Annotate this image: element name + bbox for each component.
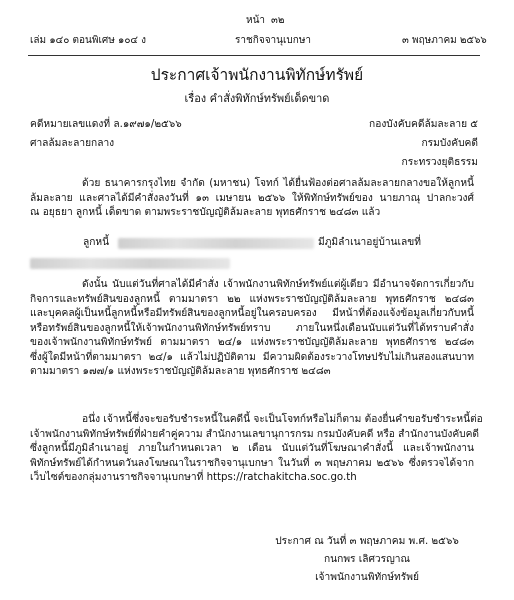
- signatory-name: กนกพร เลิศวรญาณ: [324, 554, 410, 565]
- paragraph-2-line: และบุคคลผู้เป็นหนี้ลูกหนี้หรือมีทรัพย์สินของลูกหนี้อยู่ในครอบครอง มีหน้าที่ต้องแจ้งข้อมูลเกี่ยวกับหนี้: [30, 308, 474, 319]
- paragraph-3-line: พิทักษ์ทรัพย์ได้กำหนดวันลงโฆษณาในราชกิจจานุเบกษา ในวันที่ ๓ พฤษภาคม ๒๕๖๖ ซึ่งตรวจได้จาก: [30, 457, 474, 469]
- ministry-name: กระทรวงยุติธรรม: [401, 157, 478, 168]
- address-label: มีภูมิลำเนาอยู่บ้านเลขที่: [318, 237, 421, 248]
- debtor-label: ลูกหนี้: [83, 237, 110, 248]
- page-number: ๓๒: [271, 15, 285, 26]
- paragraph-3-line: เจ้าพนักงานพิทักษ์ทรัพย์ที่ฝ่ายคำคู่ความ สำนักงานเลขานุการกรม กรมบังคับคดี หรือ สำนักงานบังคับคดี: [30, 428, 480, 440]
- paragraph-2: [30, 278, 474, 380]
- publication-date: ๓ พฤษภาคม ๒๕๖๖: [402, 35, 487, 46]
- redacted-address: [30, 258, 230, 269]
- redacted-debtor-name: [118, 238, 314, 249]
- notice-subtitle: เรื่อง คำสั่งพิทักษ์ทรัพย์เด็ดขาด: [184, 92, 330, 105]
- publication-name: ราชกิจจานุเบกษา: [235, 35, 312, 46]
- notice-title: ประกาศเจ้าพนักงานพิทักษ์ทรัพย์: [150, 66, 364, 84]
- department-name: กรมบังคับคดี: [421, 138, 478, 149]
- court-name: ศาลล้มละลายกลาง: [30, 138, 115, 149]
- division-name: กองบังคับคดีล้มละลาย ๕: [369, 119, 478, 130]
- case-number: คดีหมายเลขแดงที่ ล.๑๙๗๑/๒๕๖๖: [30, 119, 182, 130]
- header-rule: [28, 55, 480, 56]
- paragraph-1-line: ด้วย ธนาคารกรุงไทย จำกัด (มหาชน) โจทก์ ได้ยื่นฟ้องต่อศาลล้มละลายกลางขอให้ลูกหนี้: [82, 178, 474, 189]
- paragraph-1-line: ณ อยุธยา ลูกหนี้ เด็ดขาด ตามพระราชบัญญัติล้มละลาย พุทธศักราช ๒๔๘๓ แล้ว: [30, 207, 381, 218]
- paragraph-3: [30, 413, 483, 486]
- paragraph-2-line: ของเจ้าพนักงานพิทักษ์ทรัพย์ ตามมาตรา ๒๔/๑ แห่งพระราชบัญญัติล้มละลาย พุทธศักราช ๒๔๘๓: [30, 337, 474, 348]
- paragraph-3-line: เว็บไซต์ของกลุ่มงานราชกิจจานุเบกษาที่ https://ratchakitcha.soc.go.th: [30, 472, 357, 483]
- signature-date: ประกาศ ณ วันที่ ๓ พฤษภาคม พ.ศ. ๒๕๖๖: [275, 536, 459, 547]
- page-label: หน้า: [246, 15, 266, 26]
- paragraph-3-line: ซึ่งลูกหนี้มีภูมิลำเนาอยู่ ภายในกำหนดเวลา ๒ เดือน นับแต่วันที่โฆษณาคำสั่งนี้ และเจ้าพนักงาน: [30, 443, 474, 454]
- signatory-position: เจ้าพนักงานพิทักษ์ทรัพย์: [315, 572, 419, 583]
- paragraph-2-line: ซึ่งผู้ใดมีหน้าที่ตามมาตรา ๒๔/๑ แล้วไม่ปฏิบัติตาม มีความผิดต้องระวางโทษปรับไม่เกินสองแสนบาท: [30, 351, 474, 363]
- paragraph-3-line: อนึ่ง เจ้าหนี้ซึ่งจะขอรับชำระหนี้ในคดีนี้ จะเป็นโจทก์หรือไม่ก็ตาม ต้องยื่นคำขอรับชำระหนี้ต่อ: [82, 414, 483, 425]
- paragraph-2-line: กิจการและทรัพย์สินของลูกหนี้ ตามมาตรา ๒๒ แห่งพระราชบัญญัติล้มละลาย พุทธศักราช ๒๔๘๓: [30, 293, 474, 305]
- paragraph-1: [30, 177, 474, 221]
- paragraph-1-line: ล้มละลาย และศาลได้มีคำสั่งลงวันที่ ๑๓ เมษายน ๒๕๖๖ ให้พิทักษ์ทรัพย์ของ นายภาณุ ปาลกะวงศ์: [30, 192, 474, 204]
- paragraph-2-line: ตามมาตรา ๑๗๗/๑ แห่งพระราชบัญญัติล้มละลาย พุทธศักราช ๒๔๘๓: [30, 366, 331, 377]
- paragraph-2-line: หรือทรัพย์สินของลูกหนี้ให้เจ้าพนักงานพิทักษ์ทรัพย์ทราบ ภายในหนึ่งเดือนนับแต่วันที่ได้ทราบคำสั่ง: [30, 322, 474, 334]
- paragraph-2-line: ดังนั้น นับแต่วันที่ศาลได้มีคำสั่ง เจ้าพนักงานพิทักษ์ทรัพย์แต่ผู้เดียว มีอำนาจจัดการเกี่ยวกับ: [82, 279, 474, 290]
- volume-info: เล่ม ๑๔๐ ตอนพิเศษ ๑๐๔ ง: [30, 35, 147, 46]
